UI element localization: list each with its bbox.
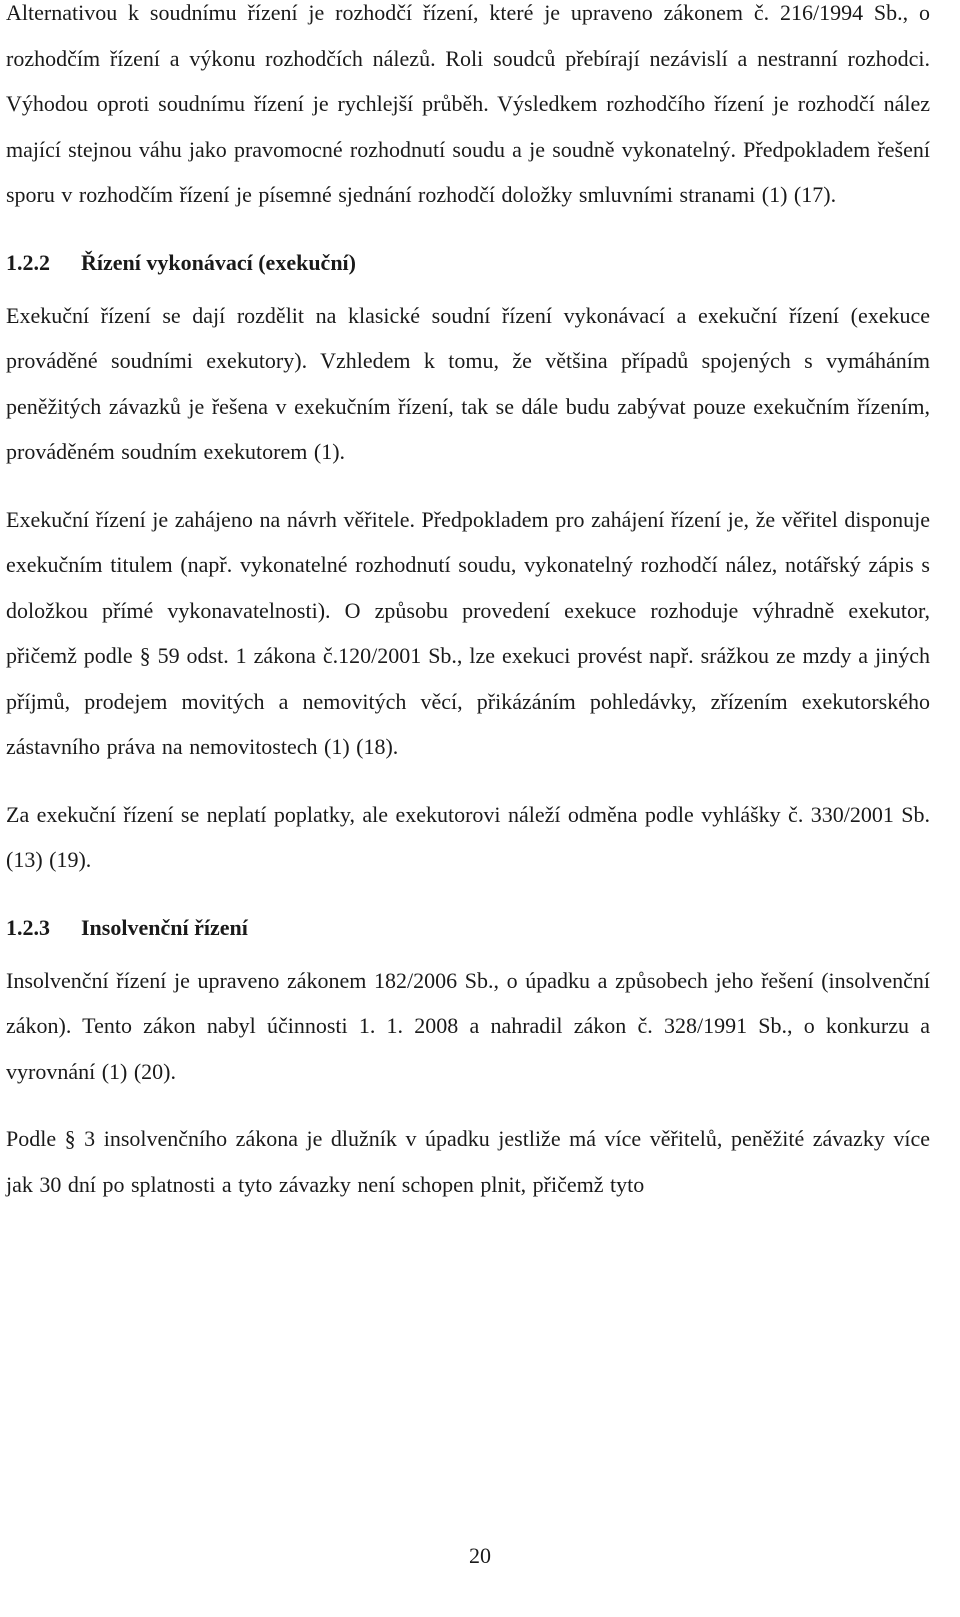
section-heading-insolvency [6,905,930,950]
paragraph-enforcement-procedure: Exekuční řízení je zahájeno na návrh věřitele. Předpokladem pro zahájení řízení je, že věřitel disponuje exekučním titulem (např. vykonatelné rozhodnutí soudu, vykonatelný rozhodčí nález, notářský zápis s doložkou přímé vykonavatelnosti). O způsobu provedení exekuce rozhoduje výhradně exekutor, přičemž podle § 59 odst. 1 zákona č.120/2001 Sb., lze exekuci provést např. srážkou ze mzdy a jiných příjmů, prodejem movitých a nemovitých věcí, přikázáním pohledávky, zřízením exekutorského zástavního práva na nemovitostech (1) (18). [6,506,930,759]
section-number: 1.2.2 [6,249,50,275]
paragraph-insolvency-definition: Podle § 3 insolvenčního zákona je dlužník v úpadku jestliže má více věřitelů, peněžité závazky více jak 30 dní po splatnosti a tyto závazky není schopen plnit, přičemž tyto [6,1126,930,1197]
page-number: 20 [469,1543,491,1568]
section-heading-enforcement [6,240,930,285]
page-content [6,0,930,1207]
paragraph-insolvency-law: Insolvenční řízení je upraveno zákonem 182/2006 Sb., o úpadku a způsobech jeho řešení (insolvenční zákon). Tento zákon nabyl účinnosti 1. 1. 2008 a nahradil zákon č. 328/1991 Sb., o konkurzu a vyrovnání (1) (20). [6,967,930,1084]
paragraph-arbitration: Alternativou k soudnímu řízení je rozhodčí řízení, které je upraveno zákonem č. 216/1994 Sb., o rozhodčím řízení a výkonu rozhodčích nálezů. Roli soudců přebírají nezávislí a nestranní rozhodci. Výhodou oproti soudnímu řízení je rychlejší průběh. Výsledkem rozhodčího řízení je rozhodčí nález mající stejnou váhu jako pravomocné rozhodnutí soudu a je soudně vykonatelný. Předpokladem řešení sporu v rozhodčím řízení je písemné sjednání rozhodčí doložky smluvními stranami (1) (17). [6,0,930,207]
section-title: Insolvenční řízení [81,914,248,940]
paragraph-enforcement-fees: Za exekuční řízení se neplatí poplatky, ale exekutorovi náleží odměna podle vyhlášky č. 330/2001 Sb. (13) (19). [6,801,930,872]
section-title: Řízení vykonávací (exekuční) [81,249,356,275]
paragraph-enforcement-types: Exekuční řízení se dají rozdělit na klasické soudní řízení vykonávací a exekuční řízení (exekuce prováděné soudními exekutory). Vzhledem k tomu, že většina případů spojených s vymáháním peněžitých závazků je řešena v exekučním řízení, tak se dále budu zabývat pouze exekučním řízením, prováděném soudním exekutorem (1). [6,302,930,464]
section-number: 1.2.3 [6,914,50,940]
